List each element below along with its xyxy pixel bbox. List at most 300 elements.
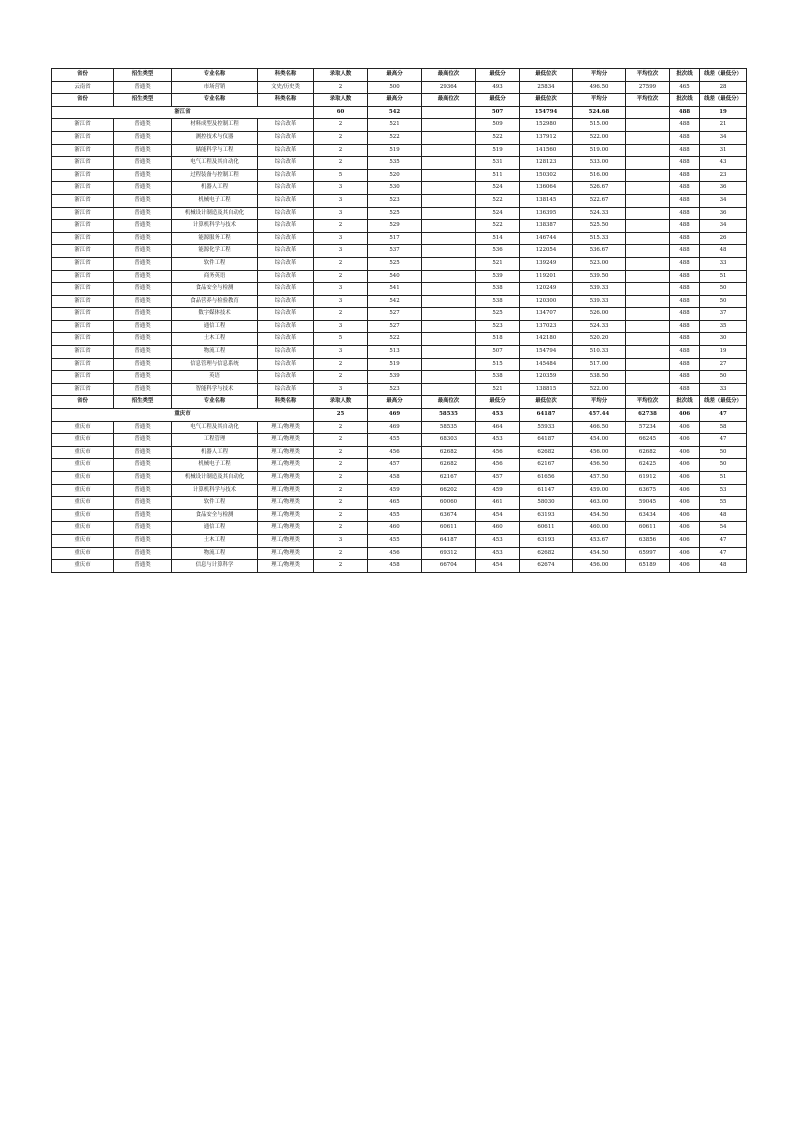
table-cell: 525	[368, 207, 422, 220]
table-cell: 普通类	[114, 522, 172, 535]
table-cell: 539.33	[573, 283, 626, 296]
header-cell: 最低分	[476, 396, 520, 409]
table-cell: 488	[670, 232, 700, 245]
table-cell	[422, 245, 476, 258]
table-cell: 455	[368, 509, 422, 522]
table-cell: 工程管理	[172, 434, 258, 447]
table-cell: 128123	[520, 157, 573, 170]
table-cell: 456.00	[573, 446, 626, 459]
table-row	[52, 346, 747, 359]
header-cell: 批次线	[670, 396, 700, 409]
table-cell: 普通类	[114, 207, 172, 220]
table-row	[52, 81, 747, 94]
table-cell: 456	[476, 459, 520, 472]
table-cell: 数字媒体技术	[172, 308, 258, 321]
table-cell: 理工/物理类	[258, 472, 314, 485]
table-cell: 重庆市	[52, 459, 114, 472]
table-cell: 浙江省	[52, 383, 114, 396]
table-cell: 普通类	[114, 497, 172, 510]
table-cell: 456	[368, 446, 422, 459]
table-cell: 重庆市	[52, 560, 114, 573]
table-cell: 3	[314, 207, 368, 220]
table-cell: 454	[476, 509, 520, 522]
header-cell: 最高分	[368, 94, 422, 107]
table-cell: 539.50	[573, 270, 626, 283]
table-row	[52, 547, 747, 560]
table-cell: 538.50	[573, 371, 626, 384]
table-cell: 453.67	[573, 534, 626, 547]
table-cell: 信息管理与信息系统	[172, 358, 258, 371]
table-cell: 综合改革	[258, 333, 314, 346]
table-cell: 488	[670, 383, 700, 396]
table-cell: 33	[700, 383, 747, 396]
table-row	[52, 245, 747, 258]
table-cell	[626, 232, 670, 245]
summary-cell	[422, 106, 476, 119]
table-cell: 2	[314, 144, 368, 157]
table-cell: 机械电子工程	[172, 194, 258, 207]
table-cell: 重庆市	[52, 421, 114, 434]
table-cell: 406	[670, 547, 700, 560]
table-cell	[422, 144, 476, 157]
table-cell: 普通类	[114, 320, 172, 333]
table-cell: 普通类	[114, 232, 172, 245]
table-cell: 526.67	[573, 182, 626, 195]
table-cell: 2	[314, 434, 368, 447]
table-cell	[626, 144, 670, 157]
table-cell: 488	[670, 131, 700, 144]
table-cell: 机械设计制造及其自动化	[172, 207, 258, 220]
table-cell: 63193	[520, 534, 573, 547]
table-cell: 527	[368, 320, 422, 333]
table-cell: 物流工程	[172, 346, 258, 359]
table-row	[52, 509, 747, 522]
table-cell: 浙江省	[52, 320, 114, 333]
table-row	[52, 472, 747, 485]
table-cell: 488	[670, 207, 700, 220]
table-cell: 浙江省	[52, 232, 114, 245]
table-cell: 454	[476, 560, 520, 573]
table-cell: 软件工程	[172, 257, 258, 270]
table-cell: 浙江省	[52, 257, 114, 270]
table-cell: 2	[314, 484, 368, 497]
header-row	[52, 94, 747, 107]
table-cell: 138815	[520, 383, 573, 396]
table-cell: 62682	[626, 446, 670, 459]
table-cell: 43	[700, 157, 747, 170]
table-cell: 509	[476, 119, 520, 132]
table-cell: 540	[368, 270, 422, 283]
table-cell: 458	[368, 472, 422, 485]
summary-cell: 60	[314, 106, 368, 119]
table-cell: 综合改革	[258, 232, 314, 245]
header-cell: 招生类型	[114, 69, 172, 82]
table-cell: 5	[314, 333, 368, 346]
table-row	[52, 333, 747, 346]
table-cell: 522	[476, 131, 520, 144]
summary-cell: 457.44	[573, 409, 626, 422]
table-cell: 48	[700, 509, 747, 522]
table-cell: 普通类	[114, 81, 172, 94]
table-cell: 普通类	[114, 157, 172, 170]
table-cell: 406	[670, 446, 700, 459]
table-cell	[626, 182, 670, 195]
table-cell: 496.50	[573, 81, 626, 94]
table-cell	[626, 308, 670, 321]
table-cell: 3	[314, 245, 368, 258]
table-cell	[422, 119, 476, 132]
table-cell: 464	[476, 421, 520, 434]
table-cell	[422, 207, 476, 220]
table-cell: 137912	[520, 131, 573, 144]
table-cell: 普通类	[114, 560, 172, 573]
table-cell: 通信工程	[172, 320, 258, 333]
table-cell: 3	[314, 534, 368, 547]
table-cell: 浙江省	[52, 283, 114, 296]
table-cell: 英语	[172, 371, 258, 384]
table-cell: 488	[670, 257, 700, 270]
table-cell: 48	[700, 560, 747, 573]
table-row	[52, 257, 747, 270]
table-cell: 2	[314, 497, 368, 510]
table-cell: 综合改革	[258, 383, 314, 396]
table-cell: 137023	[520, 320, 573, 333]
table-cell: 460	[476, 522, 520, 535]
table-cell: 542	[368, 295, 422, 308]
table-cell: 523	[368, 194, 422, 207]
summary-cell: 507	[476, 106, 520, 119]
table-cell: 50	[700, 295, 747, 308]
table-cell: 2	[314, 459, 368, 472]
table-cell	[626, 119, 670, 132]
table-cell: 综合改革	[258, 245, 314, 258]
table-row	[52, 157, 747, 170]
table-cell: 重庆市	[52, 472, 114, 485]
header-row	[52, 396, 747, 409]
table-cell: 3	[314, 182, 368, 195]
summary-cell: 542	[368, 106, 422, 119]
table-cell: 重庆市	[52, 522, 114, 535]
table-cell: 62167	[520, 459, 573, 472]
table-cell	[626, 131, 670, 144]
table-cell: 浙江省	[52, 295, 114, 308]
table-cell: 62682	[520, 446, 573, 459]
header-cell: 线差（最低分）	[700, 94, 747, 107]
header-cell: 最高分	[368, 396, 422, 409]
summary-cell: 58535	[422, 409, 476, 422]
table-cell: 文史/历史类	[258, 81, 314, 94]
table-cell: 综合改革	[258, 346, 314, 359]
header-cell: 省份	[52, 396, 114, 409]
table-cell: 3	[314, 383, 368, 396]
table-cell: 63434	[626, 509, 670, 522]
table-cell: 488	[670, 194, 700, 207]
table-cell: 488	[670, 295, 700, 308]
table-cell: 2	[314, 446, 368, 459]
table-cell: 514	[476, 232, 520, 245]
table-cell	[422, 157, 476, 170]
table-cell: 浙江省	[52, 220, 114, 233]
table-cell: 能源化学工程	[172, 245, 258, 258]
table-cell: 理工/物理类	[258, 522, 314, 535]
table-cell: 27	[700, 358, 747, 371]
table-cell: 463.00	[573, 497, 626, 510]
header-cell: 录取人数	[314, 94, 368, 107]
table-cell: 456.50	[573, 459, 626, 472]
table-cell: 538	[476, 283, 520, 296]
table-cell: 3	[314, 194, 368, 207]
table-cell	[626, 333, 670, 346]
summary-cell: 406	[670, 409, 700, 422]
table-cell: 535	[368, 157, 422, 170]
table-cell: 454.50	[573, 547, 626, 560]
table-cell: 513	[368, 346, 422, 359]
table-cell: 普通类	[114, 472, 172, 485]
table-cell: 57234	[626, 421, 670, 434]
table-cell: 3	[314, 320, 368, 333]
table-cell: 浙江省	[52, 169, 114, 182]
table-cell: 527	[368, 308, 422, 321]
table-cell: 139249	[520, 257, 573, 270]
table-cell	[422, 270, 476, 283]
table-cell: 综合改革	[258, 194, 314, 207]
table-cell: 515.00	[573, 119, 626, 132]
table-cell: 2	[314, 270, 368, 283]
table-cell: 储能科学与工程	[172, 144, 258, 157]
table-row	[52, 194, 747, 207]
table-cell: 35	[700, 320, 747, 333]
table-cell: 能源服务工程	[172, 232, 258, 245]
table-cell	[422, 257, 476, 270]
header-cell: 省份	[52, 94, 114, 107]
table-cell: 2	[314, 257, 368, 270]
header-cell: 专业名称	[172, 94, 258, 107]
header-cell: 最高分	[368, 69, 422, 82]
table-cell: 406	[670, 472, 700, 485]
table-cell: 普通类	[114, 295, 172, 308]
table-cell: 533.00	[573, 157, 626, 170]
table-cell: 19	[700, 346, 747, 359]
table-cell: 525	[476, 308, 520, 321]
table-cell: 507	[476, 346, 520, 359]
header-cell: 录取人数	[314, 396, 368, 409]
table-cell: 理工/物理类	[258, 547, 314, 560]
summary-cell: 62738	[626, 409, 670, 422]
table-cell: 普通类	[114, 119, 172, 132]
table-cell: 理工/物理类	[258, 534, 314, 547]
header-cell: 科类名称	[258, 69, 314, 82]
header-cell: 平均位次	[626, 396, 670, 409]
table-row	[52, 169, 747, 182]
table-cell: 524.33	[573, 320, 626, 333]
table-cell: 材料成型及控制工程	[172, 119, 258, 132]
table-cell: 重庆市	[52, 547, 114, 560]
table-cell: 综合改革	[258, 320, 314, 333]
table-cell: 119201	[520, 270, 573, 283]
table-cell: 459.00	[573, 484, 626, 497]
table-cell: 浙江省	[52, 157, 114, 170]
table-cell: 58535	[422, 421, 476, 434]
table-cell: 综合改革	[258, 157, 314, 170]
table-cell	[422, 320, 476, 333]
table-cell: 47	[700, 434, 747, 447]
table-cell: 综合改革	[258, 207, 314, 220]
table-row	[52, 207, 747, 220]
table-cell: 普通类	[114, 346, 172, 359]
table-cell: 517	[368, 232, 422, 245]
table-cell: 2	[314, 421, 368, 434]
table-cell: 3	[314, 295, 368, 308]
table-cell: 522	[476, 220, 520, 233]
header-row	[52, 69, 747, 82]
table-cell: 68303	[422, 434, 476, 447]
table-cell: 50	[700, 371, 747, 384]
table-cell	[626, 220, 670, 233]
table-row	[52, 421, 747, 434]
table-cell: 28	[700, 81, 747, 94]
table-cell: 469	[368, 421, 422, 434]
table-cell	[626, 371, 670, 384]
table-cell: 154794	[520, 346, 573, 359]
table-cell: 456.00	[573, 560, 626, 573]
table-cell: 488	[670, 144, 700, 157]
table-cell: 普通类	[114, 459, 172, 472]
table-cell: 浙江省	[52, 245, 114, 258]
table-cell: 食品安全与检测	[172, 509, 258, 522]
table-cell: 536	[476, 245, 520, 258]
table-cell: 2	[314, 509, 368, 522]
table-row	[52, 484, 747, 497]
table-cell: 机械电子工程	[172, 459, 258, 472]
table-cell: 524.33	[573, 207, 626, 220]
table-cell: 过程装备与控制工程	[172, 169, 258, 182]
summary-province-cell: 浙江省	[52, 106, 314, 119]
header-cell: 线差（最低分）	[700, 396, 747, 409]
table-cell: 517.00	[573, 358, 626, 371]
table-cell: 522.67	[573, 194, 626, 207]
table-cell: 511	[476, 169, 520, 182]
header-cell: 科类名称	[258, 94, 314, 107]
table-cell: 457	[368, 459, 422, 472]
summary-cell: 64187	[520, 409, 573, 422]
table-cell	[422, 131, 476, 144]
table-cell: 458	[368, 560, 422, 573]
table-row	[52, 560, 747, 573]
table-cell: 重庆市	[52, 434, 114, 447]
table-cell: 重庆市	[52, 509, 114, 522]
summary-cell: 488	[670, 106, 700, 119]
table-cell	[422, 169, 476, 182]
table-cell: 34	[700, 131, 747, 144]
table-cell	[422, 333, 476, 346]
table-cell: 406	[670, 560, 700, 573]
header-cell: 录取人数	[314, 69, 368, 82]
header-cell: 平均分	[573, 396, 626, 409]
table-cell	[422, 346, 476, 359]
header-cell: 批次线	[670, 69, 700, 82]
table-cell: 浙江省	[52, 358, 114, 371]
table-cell: 理工/物理类	[258, 509, 314, 522]
table-cell: 455	[368, 434, 422, 447]
table-cell: 461	[476, 497, 520, 510]
table-cell: 36	[700, 182, 747, 195]
table-row	[52, 459, 747, 472]
table-cell: 58030	[520, 497, 573, 510]
table-cell: 26	[700, 232, 747, 245]
table-body	[52, 69, 747, 573]
table-cell: 406	[670, 534, 700, 547]
table-cell: 普通类	[114, 182, 172, 195]
table-cell: 488	[670, 119, 700, 132]
table-cell: 浙江省	[52, 182, 114, 195]
table-cell: 488	[670, 333, 700, 346]
header-cell: 平均位次	[626, 94, 670, 107]
table-cell: 529	[368, 220, 422, 233]
table-cell: 47	[700, 547, 747, 560]
table-cell: 浙江省	[52, 207, 114, 220]
table-cell: 466.50	[573, 421, 626, 434]
table-cell: 重庆市	[52, 534, 114, 547]
table-cell: 普通类	[114, 144, 172, 157]
table-cell: 453	[476, 434, 520, 447]
header-cell: 省份	[52, 69, 114, 82]
header-cell: 最低位次	[520, 94, 573, 107]
table-cell: 浙江省	[52, 346, 114, 359]
summary-cell: 154794	[520, 106, 573, 119]
table-row	[52, 434, 747, 447]
table-cell	[626, 283, 670, 296]
table-cell: 浙江省	[52, 333, 114, 346]
table-cell: 浙江省	[52, 371, 114, 384]
table-cell: 理工/物理类	[258, 446, 314, 459]
header-cell: 平均位次	[626, 69, 670, 82]
table-cell: 453	[476, 534, 520, 547]
table-cell: 土木工程	[172, 333, 258, 346]
table-cell: 63674	[422, 509, 476, 522]
table-cell	[626, 207, 670, 220]
table-cell: 综合改革	[258, 169, 314, 182]
table-cell: 538	[476, 295, 520, 308]
table-cell: 普通类	[114, 257, 172, 270]
table-cell: 145484	[520, 358, 573, 371]
table-cell: 522	[368, 131, 422, 144]
table-cell: 计算机科学与技术	[172, 484, 258, 497]
table-cell: 522	[476, 194, 520, 207]
table-cell: 2	[314, 371, 368, 384]
table-cell: 515	[476, 358, 520, 371]
table-cell: 456	[368, 547, 422, 560]
table-cell: 综合改革	[258, 283, 314, 296]
table-cell: 浙江省	[52, 131, 114, 144]
table-row	[52, 182, 747, 195]
table-cell: 理工/物理类	[258, 434, 314, 447]
table-row	[52, 220, 747, 233]
table-cell	[626, 346, 670, 359]
summary-cell: 25	[314, 409, 368, 422]
table-cell: 综合改革	[258, 220, 314, 233]
table-cell: 150302	[520, 169, 573, 182]
table-cell: 55	[700, 497, 747, 510]
table-cell: 488	[670, 182, 700, 195]
table-cell: 457	[476, 472, 520, 485]
table-cell: 519.00	[573, 144, 626, 157]
table-cell: 2	[314, 119, 368, 132]
table-cell: 62682	[422, 446, 476, 459]
table-cell: 488	[670, 283, 700, 296]
table-row	[52, 308, 747, 321]
table-cell: 60611	[520, 522, 573, 535]
table-cell: 454.00	[573, 434, 626, 447]
